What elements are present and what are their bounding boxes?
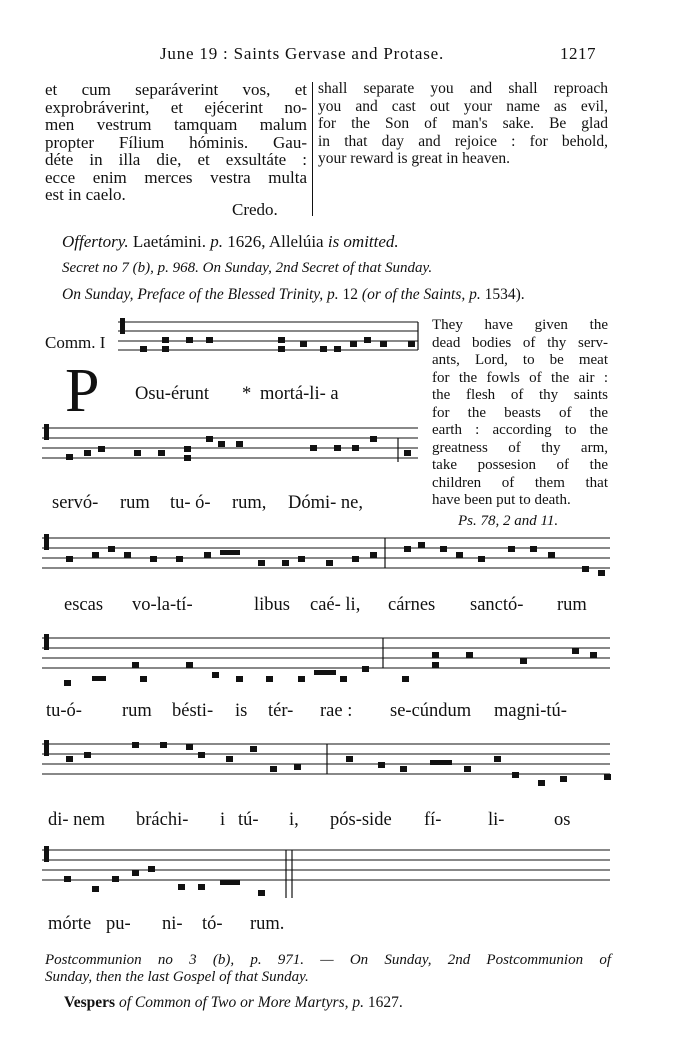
- lyric-word: mórte: [48, 914, 92, 934]
- lyric-word: pu-: [106, 914, 131, 934]
- lyric-word: rum: [120, 493, 150, 513]
- lyric-word: escas: [64, 595, 104, 615]
- offertory-page-abbr: p.: [210, 232, 224, 251]
- initial-letter: P: [65, 357, 100, 425]
- lyric-word: tú-: [238, 810, 259, 830]
- lyric-word: tu-ó-: [46, 701, 82, 721]
- postcommunion-line: Sunday, then the last Gospel of that Sunday.: [45, 969, 309, 985]
- lyric-word: mortá-li- a: [260, 384, 339, 404]
- gospel-latin-line: men vestrum tamquam malum: [45, 115, 307, 134]
- gospel-latin-line: déte in illa die, et exsultáte :: [45, 150, 307, 169]
- preface-page: 12: [338, 286, 362, 303]
- gospel-english-line: in that day and rejoice : for behold,: [318, 132, 608, 150]
- translation-line: for the fowls of the air :: [432, 369, 608, 386]
- offertory-incipit: Laetámini.: [128, 232, 211, 251]
- vespers-rubric: [64, 994, 403, 1012]
- vespers-page: 1627.: [363, 994, 403, 1011]
- translation-line: They have given the: [432, 317, 608, 333]
- gospel-english-line: your reward is great in heaven.: [318, 150, 510, 167]
- psalm-reference: Ps. 78, 2 and 11.: [458, 513, 559, 529]
- lyric-word: ni-: [162, 914, 183, 934]
- clefs: [44, 318, 125, 862]
- lyric-word: di- nem: [48, 810, 106, 830]
- gospel-english-line: shall separate you and shall reproach: [318, 80, 608, 97]
- lyric-word: os: [554, 810, 571, 830]
- lyric-word: rum.: [250, 914, 285, 934]
- lyric-word: Dómi- ne,: [288, 493, 364, 513]
- offertory-note: is omitted.: [327, 232, 399, 251]
- lyric-word: tér-: [268, 701, 294, 721]
- lyric-word: fí-: [424, 810, 442, 830]
- lyric-word: bráchi-: [136, 810, 189, 830]
- lyric-word: pós-side: [330, 810, 392, 830]
- translation-line: dead bodies of thy serv-: [432, 334, 608, 351]
- lyric-word: i: [220, 810, 226, 830]
- gospel-english-line: you and cast out your name as evil,: [318, 97, 608, 115]
- gospel-latin-line: et cum separáverint vos, et: [45, 80, 307, 99]
- page-title: June 19 : Saints Gervase and Protase.: [160, 44, 445, 63]
- lyric-word: bésti-: [172, 701, 214, 721]
- offertory-page: 1626, Allelúia: [223, 232, 328, 251]
- lyric-word: rae :: [320, 701, 353, 721]
- postcommunion-rubric: [45, 952, 611, 986]
- lyric-word: vo-la-tí-: [132, 595, 193, 615]
- translation-line: take possesion of the: [432, 457, 608, 473]
- lyric-word: rum: [122, 701, 152, 721]
- lyric-word: is: [235, 701, 248, 721]
- page-number: 1217: [560, 44, 596, 63]
- lyric-word: servó-: [52, 493, 99, 513]
- secret-rubric: Secret no 7 (b), p. 968. On Sunday, 2nd Secret of that Sunday.: [62, 260, 433, 276]
- translation-line: have been put to death.: [432, 492, 571, 508]
- gospel-latin-line: exprobráverint, et ejécerint no-: [45, 97, 307, 117]
- lyric-word: se-cúndum: [390, 701, 472, 721]
- vespers-text: of Common of Two or More Martyrs,: [115, 994, 353, 1011]
- communion-label: Comm. I: [45, 333, 106, 352]
- translation-line: ants, Lord, to be meat: [432, 352, 608, 368]
- vespers-label: Vespers: [64, 994, 116, 1011]
- lyric-word: i,: [289, 810, 299, 830]
- gospel-latin-line: est in caelo.: [45, 185, 126, 204]
- gospel-latin-line: ecce enim merces vestra multa: [45, 167, 307, 187]
- preface-alt: (or of the Saints, p.: [361, 286, 481, 303]
- lyric-word: Osu-érunt: [135, 384, 209, 404]
- lyric-word: tó-: [202, 914, 223, 934]
- lyric-word: rum: [557, 595, 587, 615]
- offertory-label: Offertory.: [62, 232, 129, 251]
- translation-line: earth : according to the: [432, 422, 608, 438]
- gospel-english-line: for the Son of man's sake. Be glad: [318, 115, 608, 132]
- translation-line: children of them that: [432, 474, 608, 491]
- lyric-word: *: [242, 384, 252, 404]
- translation-line: greatness of thy arm,: [432, 439, 608, 456]
- translation-line: for the beasts of the: [432, 404, 608, 421]
- credo-label: Credo.: [232, 200, 278, 219]
- preface-text: On Sunday, Preface of the Blessed Trinity, p.: [62, 286, 339, 303]
- translation-line: the flesh of thy saints: [432, 387, 608, 403]
- lyric-word: caé- li,: [310, 595, 361, 615]
- lyric-word: rum,: [232, 493, 267, 513]
- postcommunion-line: Postcommunion no 3 (b), p. 971. — On Sunday, 2nd Postcommunion of: [45, 952, 611, 968]
- lyric-word: libus: [254, 595, 290, 615]
- lyric-word: magni-tú-: [494, 701, 567, 721]
- vespers-page-abbr: p.: [352, 994, 364, 1011]
- gospel-latin-line: propter Fílium hóminis. Gau-: [45, 132, 307, 152]
- preface-alt-page: 1534).: [480, 286, 525, 303]
- lyric-word: sanctó-: [470, 595, 524, 615]
- lyric-word: tu- ó-: [170, 493, 211, 513]
- lyric-word: li-: [488, 810, 505, 830]
- lyric-word: cárnes: [388, 595, 436, 615]
